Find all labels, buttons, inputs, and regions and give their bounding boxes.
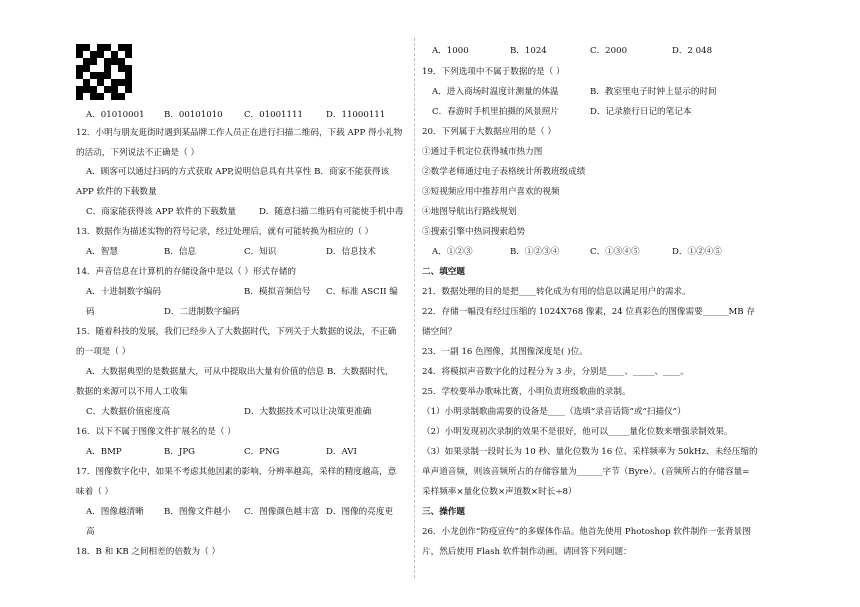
q19-option-b[interactable]: B．教室里电子时钟上显示的时间: [590, 87, 717, 97]
q12-option-ab[interactable]: A．顾客可以通过扫码的方式获取 APP,说明信息具有共享性 B．商家不能获得该: [86, 167, 390, 177]
q13-stem: 13．数据作为描述实物的符号记录，经过处理后，就有可能转换为相应的（ ）: [76, 227, 374, 237]
q17-stem: 17．图像数字化中，如果不考虑其他因素的影响，分辨率越高，采样的精度越高，意: [76, 467, 397, 477]
q25-part-3-formula: 采样频率×量化位数×声道数×时长÷8）: [422, 487, 577, 497]
q19-option-a[interactable]: A．进入商场时温度计测量的体温: [432, 87, 559, 97]
q20-item-3: ③短视频应用中推荐用户喜欢的视频: [422, 187, 560, 197]
q20-option-c[interactable]: C．①③④⑤: [590, 247, 640, 257]
q14-option-d[interactable]: D．二进制数字编码: [164, 307, 240, 317]
column-divider: [414, 38, 415, 578]
q25-text: 25．学校要举办歌咏比赛，小明负责班级歌曲的录制。: [422, 387, 631, 397]
section-operation-heading: 三、操作题: [422, 507, 465, 517]
q22-text-cont: 储空间？: [422, 327, 457, 337]
q20-option-d[interactable]: D．①②④⑤: [672, 247, 722, 257]
q17-stem-cont: 味着（ ）: [76, 487, 114, 497]
q15-stem: 15．随着科技的发展，我们已经步入了大数据时代，下列关于大数据的说法，不正确: [76, 327, 397, 337]
q26-text: 26．小龙创作“防疫宣传”的多媒体作品。他首先使用 Photoshop 软件制作一张背景图: [422, 527, 751, 537]
q16-option-d[interactable]: D．AVI: [326, 447, 357, 457]
q15-option-c[interactable]: C．大数据价值密度高: [86, 407, 170, 417]
q17-option-a[interactable]: A．图像越清晰: [86, 507, 144, 517]
q17-option-b[interactable]: B．图像文件越小: [164, 507, 231, 517]
q20-stem: 20．下列属于大数据应用的是（ ）: [422, 127, 556, 137]
q13-option-b[interactable]: B．信息: [164, 247, 197, 257]
q20-option-b[interactable]: B．①②③④: [510, 247, 560, 257]
q18-stem: 18．B 和 KB 之间相差的倍数为（ ）: [76, 547, 221, 557]
q25-part-3-cont: 单声道音频，则该音频所占的存储容量为______字节（Byre）。(音频所占的存储容量=: [422, 467, 750, 477]
q17-option-c[interactable]: C．图像颜色越丰富: [244, 507, 320, 517]
q14-option-c-cont[interactable]: 码: [86, 307, 95, 317]
q25-part-1: （1）小明录制歌曲需要的设备是____（选填“录音话筒”或“扫描仪”）: [422, 407, 686, 417]
q19-stem: 19．下列选项中不属于数据的是（ ）: [422, 67, 565, 77]
q26-text-cont: 片，然后使用 Flash 软件制作动画。请回答下列问题：: [422, 547, 632, 557]
q19-option-d[interactable]: D．记录旅行日记的笔记本: [590, 107, 692, 117]
q14-option-a[interactable]: A．十进制数字编码: [86, 287, 161, 297]
q25-part-2: （2）小明发现初次录制的效果不是很好，他可以_____量化位数来增强录制效果。: [422, 427, 733, 437]
q19-option-c[interactable]: C．春游时手机里拍摄的风景照片: [432, 107, 559, 117]
q25-part-3: （3）如果录制一段时长为 10 秒、量化位数为 16 位、采样频率为 50kHz、未经压缩的: [422, 447, 758, 457]
q11-option-b[interactable]: B．00101010: [164, 110, 223, 120]
q20-item-4: ④地图导航出行路线规划: [422, 207, 517, 217]
q11-option-d[interactable]: D．11000111: [326, 110, 386, 120]
q20-item-5: ⑤搜索引擎中热词搜索趋势: [422, 227, 526, 237]
q20-option-a[interactable]: A．①②③: [432, 247, 473, 257]
q20-item-2: ②数学老师通过电子表格统计所教班级成绩: [422, 167, 586, 177]
q15-option-ab[interactable]: A．大数据典型的是数据量大，可从中提取出大量有价值的信息 B．大数据时代，: [86, 367, 394, 377]
q12-option-b-cont[interactable]: APP 软件的下载数量: [76, 187, 157, 197]
q11-option-a[interactable]: A．01010001: [86, 110, 145, 120]
q16-option-b[interactable]: B．JPG: [164, 447, 196, 457]
q13-option-a[interactable]: A．智慧: [86, 247, 118, 257]
q18-option-c[interactable]: C．2000: [590, 46, 628, 56]
q15-option-b-cont[interactable]: 数据的来源可以不用人工收集: [76, 387, 188, 397]
q16-option-a[interactable]: A．BMP: [86, 447, 122, 457]
q12-option-d[interactable]: D．随意扫描二维码有可能使手机中毒: [259, 207, 404, 217]
q15-stem-cont: 的一项是（ ）: [76, 347, 131, 357]
q15-option-d[interactable]: D．大数据技术可以让决策更准确: [244, 407, 372, 417]
q14-option-b[interactable]: B．模拟音频信号: [244, 287, 311, 297]
q18-option-d[interactable]: D．2 048: [672, 46, 713, 56]
q13-option-d[interactable]: D．信息技术: [326, 247, 376, 257]
q14-option-c[interactable]: C．标准 ASCII 编: [326, 287, 398, 297]
q24-text: 24．将模拟声音数字化的过程分为 3 步，分别是____、_____、____。: [422, 367, 689, 377]
q12-stem-cont: 的活动，下列说法不正确是（ ）: [76, 148, 200, 158]
q16-option-c[interactable]: C．PNG: [244, 447, 280, 457]
q17-option-d-cont[interactable]: 高: [86, 527, 95, 537]
q17-option-d[interactable]: D．图像的亮度更: [326, 507, 394, 517]
q20-item-1: ①通过手机定位获得城市热力图: [422, 147, 543, 157]
q23-text: 23．一副 16 色图像，其图像深度是( )位。: [422, 347, 588, 357]
section-fill-in-heading: 二、填空题: [422, 267, 465, 277]
q14-stem: 14．声音信息在计算机的存储设备中是以（ ）形式存储的: [76, 267, 296, 277]
q13-option-c[interactable]: C．知识: [244, 247, 277, 257]
q16-stem: 16．以下不属于图像文件扩展名的是（ ）: [76, 427, 236, 437]
q11-option-c[interactable]: C．01001111: [244, 110, 303, 120]
q22-text: 22．存储一幅没有经过压缩的 1024X768 像素，24 位真彩色的图像需要______MB 存: [422, 307, 755, 317]
q18-option-a[interactable]: A．1000: [432, 46, 469, 56]
binary-grid-image: [76, 44, 132, 100]
q12-stem: 12．小明与朋友逛街时遇到某品牌工作人员正在进行扫描二维码，下载 APP 得小礼物: [76, 128, 403, 138]
q18-option-b[interactable]: B．1024: [510, 46, 547, 56]
q12-option-c[interactable]: C．商家能获得该 APP 软件的下载数量: [86, 207, 237, 217]
q21-text: 21．数据处理的目的是把____转化成为有用的信息以满足用户的需求。: [422, 287, 691, 297]
